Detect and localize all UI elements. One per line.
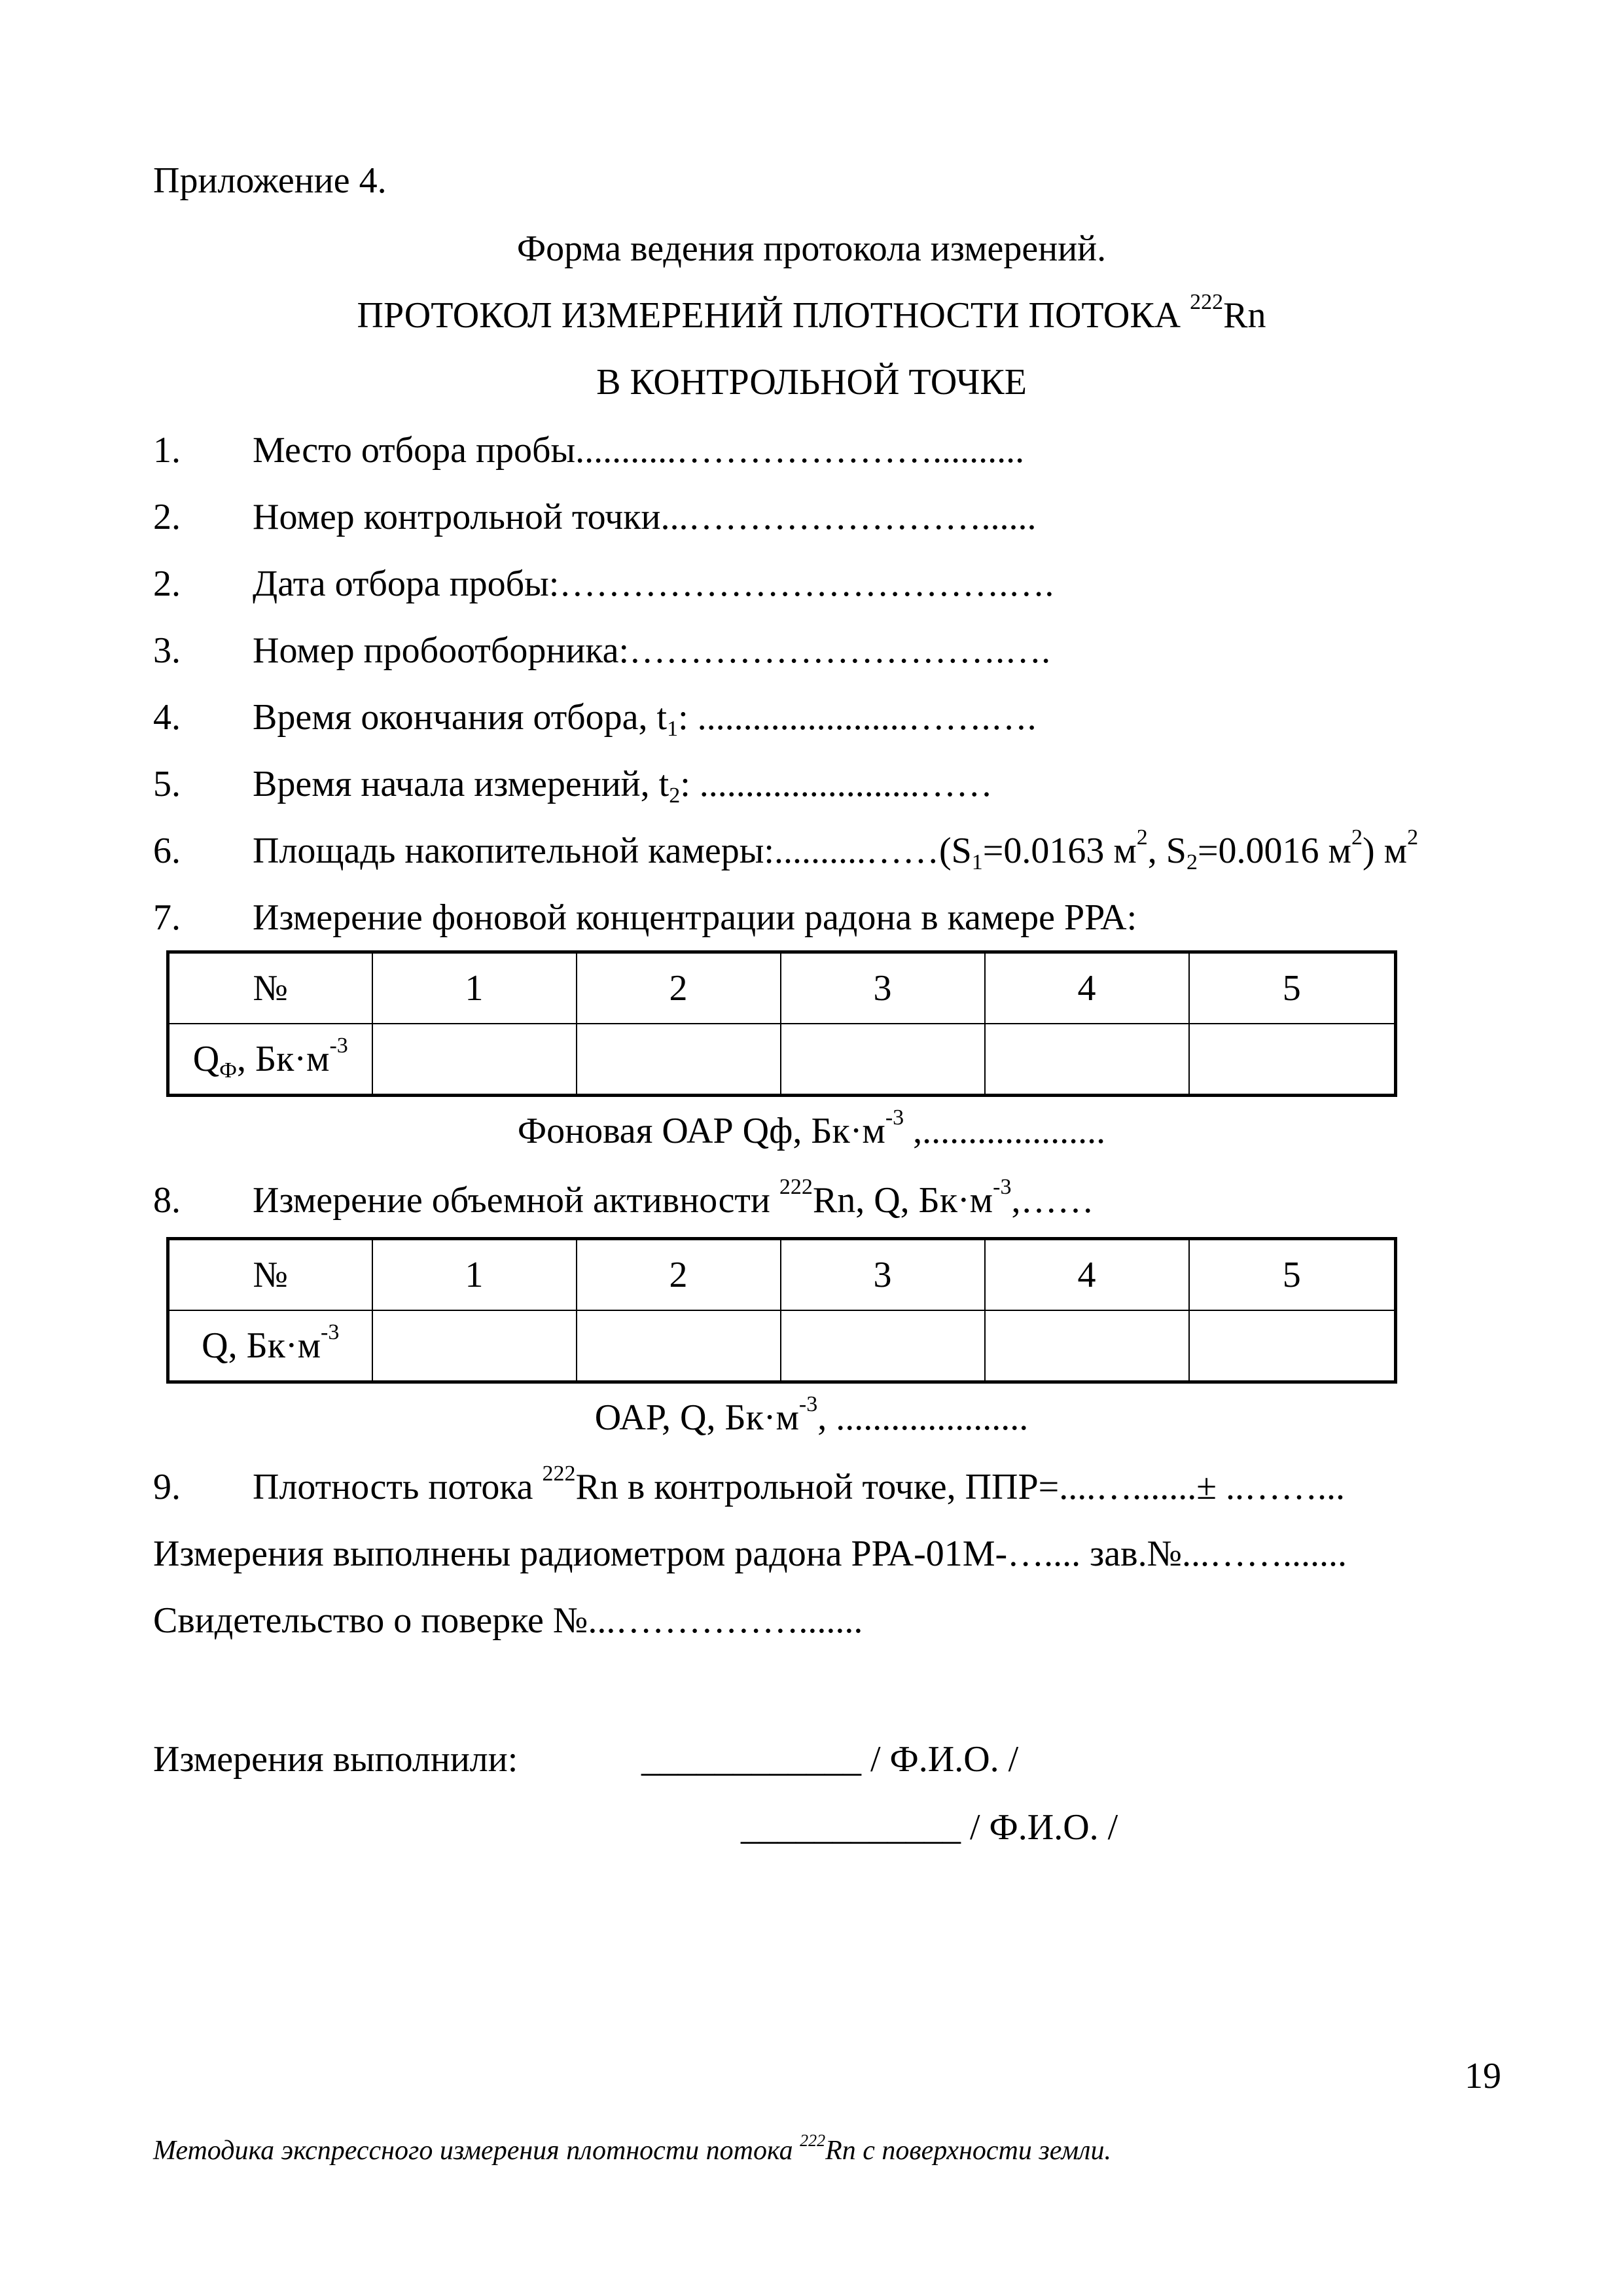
empty-input-cell bbox=[577, 1310, 781, 1382]
empty-input-cell bbox=[985, 1024, 1189, 1096]
table-cell: 2 bbox=[577, 1239, 781, 1311]
empty-input-cell bbox=[372, 1024, 577, 1096]
empty-input-cell bbox=[577, 1024, 781, 1096]
signature-line-1: ____________ / Ф.И.О. / bbox=[641, 1739, 1019, 1780]
table-cell: 4 bbox=[985, 1239, 1189, 1311]
row-label-q: Q, $Бк\cdot м^{-3}$ bbox=[168, 1310, 372, 1382]
table-cell: 5 bbox=[1189, 952, 1396, 1024]
table-header-row bbox=[168, 1239, 1396, 1311]
table-cell: 1 bbox=[372, 952, 577, 1024]
appendix-label: Приложение 4. bbox=[153, 160, 387, 201]
item-sample-location: 1. Место отбора пробы...........………………….......... bbox=[153, 430, 1025, 471]
item-chamber-area: 6. Площадь накопительной $камеры:..........\dots\dots(S_1=0.0163$ $м^2$, $S_2=0.0016$ $м^2$) $м^2$ bbox=[153, 825, 1419, 874]
certificate-line: Свидетельство о поверке №...……………....... bbox=[153, 1600, 863, 1641]
signatures-label: Измерения выполнили: bbox=[153, 1739, 518, 1780]
table-row bbox=[168, 1024, 1396, 1096]
empty-input-cell bbox=[1189, 1024, 1396, 1096]
table-cell: 3 bbox=[781, 952, 985, 1024]
empty-input-cell bbox=[781, 1310, 985, 1382]
empty-input-cell bbox=[781, 1024, 985, 1096]
empty-input-cell bbox=[1189, 1310, 1396, 1382]
table-cell: № bbox=[168, 1239, 372, 1311]
volumetric-activity-table bbox=[166, 1237, 1397, 1384]
item-background-measurement: 7. Измерение фоновой концентрации радона в камере РРА: bbox=[153, 897, 1137, 938]
table-row bbox=[168, 1310, 1396, 1382]
empty-input-cell bbox=[372, 1310, 577, 1382]
page-footer: Методика экспрессного измерения плотности потока $^{222}$Rn с поверхности земли. bbox=[153, 2131, 1111, 2166]
form-title: Форма ведения протокола измерений. bbox=[516, 228, 1107, 269]
item-sample-date: 2. Дата отбора пробы:……………………………….…. bbox=[153, 564, 1054, 604]
table-cell: 5 bbox=[1189, 1239, 1396, 1311]
item-sampler-number: 3. Номер пробоотборника:………………………….…. bbox=[153, 630, 1051, 671]
background-concentration-table bbox=[166, 950, 1397, 1097]
table-cell: 3 bbox=[781, 1239, 985, 1311]
table-cell: 4 bbox=[985, 952, 1189, 1024]
background-oar-summary: Фоновая ОАР Qф, $Бк\cdot м^{-3}$ ,.................... bbox=[517, 1105, 1106, 1151]
row-label-qf: $Q_Ф$, $Бк\cdot м^{-3}$ bbox=[168, 1024, 372, 1096]
signature-line-2: ____________ / Ф.И.О. / bbox=[741, 1807, 1118, 1848]
table-cell: 1 bbox=[372, 1239, 577, 1311]
protocol-title-line2: В КОНТРОЛЬНОЙ ТОЧКЕ bbox=[596, 362, 1027, 403]
empty-input-cell bbox=[985, 1310, 1189, 1382]
radiometer-line: Измерения выполнены радиометром радона РРА-01М-….... зав.№...……....... bbox=[153, 1534, 1347, 1574]
item-flux-density: 9. Плотность потока $^{222}$Rn в контрольной точке, ППР=....….......± ..……... bbox=[153, 1462, 1345, 1507]
item-volumetric-activity: 8. Измерение объемной активности $^{222}$Rn, Q, $Бк\cdot м^{-3},\dots\dots$ bbox=[153, 1175, 1094, 1221]
table-cell: № bbox=[168, 952, 372, 1024]
item-control-point-number: 2. Номер контрольной точки...……………………...... bbox=[153, 497, 1037, 537]
item-measurement-start-time: 5. Время начала измерений, $t_2$: ........................…… bbox=[153, 764, 993, 808]
oar-summary: ОАР, Q, $Бк\cdot м^{-3}$, ..................... bbox=[594, 1392, 1029, 1438]
table-header-row bbox=[168, 952, 1396, 1024]
protocol-title-line1: ПРОТОКОЛ ИЗМЕРЕНИЙ ПЛОТНОСТИ ПОТОКА $^{222}$Rn bbox=[357, 290, 1266, 336]
item-sampling-end-time: 4. Время окончания отбора, $t_1$: .......................…….…. bbox=[153, 697, 1037, 741]
page-number: 19 bbox=[1465, 2056, 1501, 2096]
table-cell: 2 bbox=[577, 952, 781, 1024]
